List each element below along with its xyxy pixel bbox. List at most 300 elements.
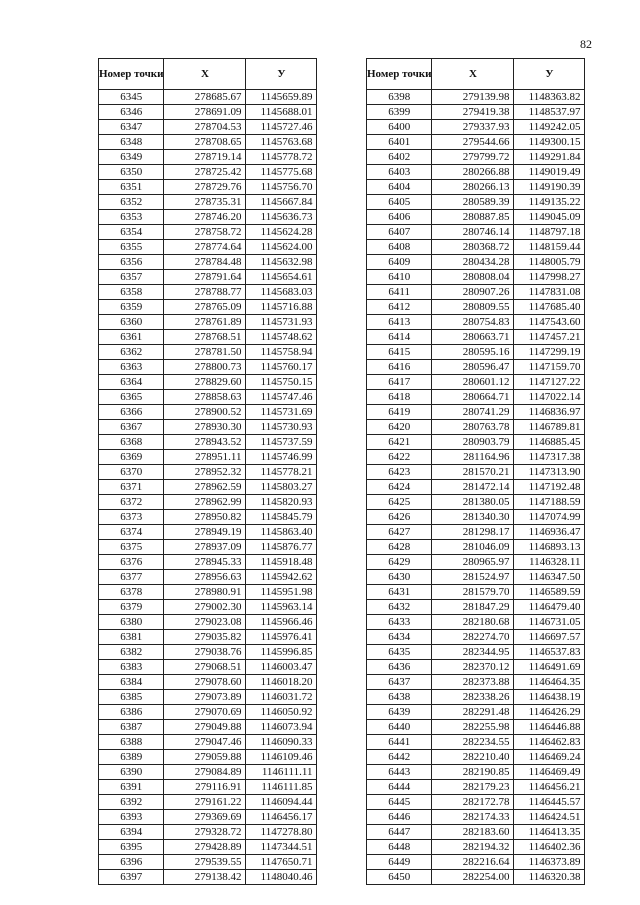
y-coordinate-cell: 1145632.98 [246, 255, 317, 270]
point-number-cell: 6427 [367, 525, 432, 540]
table-row [367, 525, 585, 540]
x-coordinate-cell: 278704.53 [164, 120, 246, 135]
table-row [99, 450, 317, 465]
y-coordinate-cell: 1147344.51 [246, 840, 317, 855]
y-coordinate-cell: 1145731.69 [246, 405, 317, 420]
header-y: У [514, 59, 585, 90]
y-coordinate-cell: 1145763.68 [246, 135, 317, 150]
point-number-cell: 6373 [99, 510, 164, 525]
y-coordinate-cell: 1147685.40 [514, 300, 585, 315]
table-row [99, 195, 317, 210]
point-number-cell: 6357 [99, 270, 164, 285]
x-coordinate-cell: 278784.48 [164, 255, 246, 270]
table-row [367, 585, 585, 600]
y-coordinate-cell: 1148537.97 [514, 105, 585, 120]
point-number-cell: 6380 [99, 615, 164, 630]
x-coordinate-cell: 278725.42 [164, 165, 246, 180]
table-row [99, 375, 317, 390]
y-coordinate-cell: 1147998.27 [514, 270, 585, 285]
x-coordinate-cell: 278800.73 [164, 360, 246, 375]
y-coordinate-cell: 1148040.46 [246, 870, 317, 885]
y-coordinate-cell: 1149190.39 [514, 180, 585, 195]
y-coordinate-cell: 1145624.28 [246, 225, 317, 240]
y-coordinate-cell: 1146426.29 [514, 705, 585, 720]
y-coordinate-cell: 1147299.19 [514, 345, 585, 360]
point-number-cell: 6418 [367, 390, 432, 405]
y-coordinate-cell: 1145683.03 [246, 285, 317, 300]
x-coordinate-cell: 280663.71 [432, 330, 514, 345]
y-coordinate-cell: 1146111.11 [246, 765, 317, 780]
x-coordinate-cell: 282344.95 [432, 645, 514, 660]
y-coordinate-cell: 1145667.84 [246, 195, 317, 210]
x-coordinate-cell: 281046.09 [432, 540, 514, 555]
x-coordinate-cell: 281579.70 [432, 585, 514, 600]
y-coordinate-cell: 1146320.38 [514, 870, 585, 885]
table-row [367, 765, 585, 780]
point-number-cell: 6347 [99, 120, 164, 135]
y-coordinate-cell: 1146731.05 [514, 615, 585, 630]
y-coordinate-cell: 1147278.80 [246, 825, 317, 840]
point-number-cell: 6430 [367, 570, 432, 585]
table-row [367, 330, 585, 345]
table-row [99, 660, 317, 675]
point-number-cell: 6396 [99, 855, 164, 870]
table-row [99, 810, 317, 825]
point-number-cell: 6415 [367, 345, 432, 360]
table-row [99, 855, 317, 870]
x-coordinate-cell: 278951.11 [164, 450, 246, 465]
y-coordinate-cell: 1146462.83 [514, 735, 585, 750]
x-coordinate-cell: 282172.78 [432, 795, 514, 810]
x-coordinate-cell: 280589.39 [432, 195, 514, 210]
x-coordinate-cell: 281298.17 [432, 525, 514, 540]
x-coordinate-cell: 280601.12 [432, 375, 514, 390]
y-coordinate-cell: 1145748.62 [246, 330, 317, 345]
table-row [367, 615, 585, 630]
point-number-cell: 6416 [367, 360, 432, 375]
point-number-cell: 6372 [99, 495, 164, 510]
table-row [367, 660, 585, 675]
table-row [367, 270, 585, 285]
point-number-cell: 6397 [99, 870, 164, 885]
x-coordinate-cell: 282210.40 [432, 750, 514, 765]
page-number: 82 [580, 37, 592, 51]
table-row [367, 90, 585, 105]
point-number-cell: 6442 [367, 750, 432, 765]
table-row [99, 390, 317, 405]
point-number-cell: 6368 [99, 435, 164, 450]
table-row [99, 420, 317, 435]
y-coordinate-cell: 1148159.44 [514, 240, 585, 255]
table-row [99, 690, 317, 705]
y-coordinate-cell: 1149045.09 [514, 210, 585, 225]
y-coordinate-cell: 1146073.94 [246, 720, 317, 735]
table-row [99, 285, 317, 300]
y-coordinate-cell: 1146789.81 [514, 420, 585, 435]
table-row [99, 630, 317, 645]
x-coordinate-cell: 280664.71 [432, 390, 514, 405]
point-number-cell: 6414 [367, 330, 432, 345]
x-coordinate-cell: 278685.67 [164, 90, 246, 105]
point-number-cell: 6434 [367, 630, 432, 645]
x-coordinate-cell: 278952.32 [164, 465, 246, 480]
table-row [99, 165, 317, 180]
point-number-cell: 6429 [367, 555, 432, 570]
point-number-cell: 6398 [367, 90, 432, 105]
y-coordinate-cell: 1146445.57 [514, 795, 585, 810]
point-number-cell: 6441 [367, 735, 432, 750]
y-coordinate-cell: 1147074.99 [514, 510, 585, 525]
x-coordinate-cell: 282274.70 [432, 630, 514, 645]
table-row [99, 675, 317, 690]
table-row [367, 675, 585, 690]
point-number-cell: 6449 [367, 855, 432, 870]
x-coordinate-cell: 278858.63 [164, 390, 246, 405]
table-row [99, 180, 317, 195]
table-row [367, 210, 585, 225]
y-coordinate-cell: 1146537.83 [514, 645, 585, 660]
x-coordinate-cell: 279023.08 [164, 615, 246, 630]
y-coordinate-cell: 1145716.88 [246, 300, 317, 315]
y-coordinate-cell: 1146464.35 [514, 675, 585, 690]
table-row [99, 255, 317, 270]
table-row [99, 510, 317, 525]
y-coordinate-cell: 1146446.88 [514, 720, 585, 735]
y-coordinate-cell: 1149291.84 [514, 150, 585, 165]
point-number-cell: 6352 [99, 195, 164, 210]
table-row [99, 480, 317, 495]
point-number-cell: 6349 [99, 150, 164, 165]
point-number-cell: 6403 [367, 165, 432, 180]
table-row [99, 840, 317, 855]
table-row [367, 180, 585, 195]
x-coordinate-cell: 278937.09 [164, 540, 246, 555]
point-number-cell: 6437 [367, 675, 432, 690]
table-row [367, 420, 585, 435]
point-number-cell: 6379 [99, 600, 164, 615]
y-coordinate-cell: 1147457.21 [514, 330, 585, 345]
point-number-cell: 6360 [99, 315, 164, 330]
y-coordinate-cell: 1146050.92 [246, 705, 317, 720]
y-coordinate-cell: 1146090.33 [246, 735, 317, 750]
y-coordinate-cell: 1146589.59 [514, 585, 585, 600]
x-coordinate-cell: 279428.89 [164, 840, 246, 855]
y-coordinate-cell: 1149135.22 [514, 195, 585, 210]
table-row [99, 120, 317, 135]
table-row [367, 285, 585, 300]
x-coordinate-cell: 280596.47 [432, 360, 514, 375]
x-coordinate-cell: 279337.93 [432, 120, 514, 135]
table-row [367, 450, 585, 465]
header-point-number: Номер точки [99, 59, 164, 90]
table-row [99, 555, 317, 570]
x-coordinate-cell: 278962.59 [164, 480, 246, 495]
table-row [367, 870, 585, 885]
x-coordinate-cell: 279539.55 [164, 855, 246, 870]
point-number-cell: 6404 [367, 180, 432, 195]
x-coordinate-cell: 278768.51 [164, 330, 246, 345]
y-coordinate-cell: 1145624.00 [246, 240, 317, 255]
point-number-cell: 6385 [99, 690, 164, 705]
y-coordinate-cell: 1146109.46 [246, 750, 317, 765]
x-coordinate-cell: 279369.69 [164, 810, 246, 825]
x-coordinate-cell: 278746.20 [164, 210, 246, 225]
header-point-number: Номер точки [367, 59, 432, 90]
table-row [367, 735, 585, 750]
x-coordinate-cell: 282255.98 [432, 720, 514, 735]
x-coordinate-cell: 279038.76 [164, 645, 246, 660]
x-coordinate-cell: 279116.91 [164, 780, 246, 795]
x-coordinate-cell: 280808.04 [432, 270, 514, 285]
y-coordinate-cell: 1146031.72 [246, 690, 317, 705]
y-coordinate-cell: 1145747.46 [246, 390, 317, 405]
x-coordinate-cell: 279073.89 [164, 690, 246, 705]
header-x: X [164, 59, 246, 90]
x-coordinate-cell: 279078.60 [164, 675, 246, 690]
point-number-cell: 6394 [99, 825, 164, 840]
point-number-cell: 6382 [99, 645, 164, 660]
table-row [99, 405, 317, 420]
table-row [367, 750, 585, 765]
table-row [99, 795, 317, 810]
point-number-cell: 6395 [99, 840, 164, 855]
y-coordinate-cell: 1146697.57 [514, 630, 585, 645]
point-number-cell: 6389 [99, 750, 164, 765]
y-coordinate-cell: 1145654.61 [246, 270, 317, 285]
point-number-cell: 6355 [99, 240, 164, 255]
table-row [99, 150, 317, 165]
y-coordinate-cell: 1145803.27 [246, 480, 317, 495]
x-coordinate-cell: 281472.14 [432, 480, 514, 495]
x-coordinate-cell: 280809.55 [432, 300, 514, 315]
y-coordinate-cell: 1145820.93 [246, 495, 317, 510]
y-coordinate-cell: 1148005.79 [514, 255, 585, 270]
y-coordinate-cell: 1145778.72 [246, 150, 317, 165]
point-number-cell: 6428 [367, 540, 432, 555]
point-number-cell: 6426 [367, 510, 432, 525]
y-coordinate-cell: 1146836.97 [514, 405, 585, 420]
x-coordinate-cell: 280266.88 [432, 165, 514, 180]
x-coordinate-cell: 279002.30 [164, 600, 246, 615]
x-coordinate-cell: 281380.05 [432, 495, 514, 510]
x-coordinate-cell: 279544.66 [432, 135, 514, 150]
y-coordinate-cell: 1146491.69 [514, 660, 585, 675]
x-coordinate-cell: 279084.89 [164, 765, 246, 780]
point-number-cell: 6392 [99, 795, 164, 810]
point-number-cell: 6445 [367, 795, 432, 810]
point-number-cell: 6401 [367, 135, 432, 150]
table-row [99, 870, 317, 885]
table-row [99, 495, 317, 510]
y-coordinate-cell: 1146094.44 [246, 795, 317, 810]
point-number-cell: 6443 [367, 765, 432, 780]
table-row [99, 525, 317, 540]
x-coordinate-cell: 279328.72 [164, 825, 246, 840]
point-number-cell: 6447 [367, 825, 432, 840]
point-number-cell: 6423 [367, 465, 432, 480]
y-coordinate-cell: 1145750.15 [246, 375, 317, 390]
y-coordinate-cell: 1145845.79 [246, 510, 317, 525]
x-coordinate-cell: 282180.68 [432, 615, 514, 630]
x-coordinate-cell: 282373.88 [432, 675, 514, 690]
table-row [367, 405, 585, 420]
y-coordinate-cell: 1145737.59 [246, 435, 317, 450]
x-coordinate-cell: 282183.60 [432, 825, 514, 840]
point-number-cell: 6417 [367, 375, 432, 390]
x-coordinate-cell: 279138.42 [164, 870, 246, 885]
y-coordinate-cell: 1146424.51 [514, 810, 585, 825]
table-row [367, 225, 585, 240]
y-coordinate-cell: 1145918.48 [246, 555, 317, 570]
y-coordinate-cell: 1149242.05 [514, 120, 585, 135]
table-row [99, 315, 317, 330]
y-coordinate-cell: 1146402.36 [514, 840, 585, 855]
point-number-cell: 6399 [367, 105, 432, 120]
table-row [367, 630, 585, 645]
table-row [367, 570, 585, 585]
y-coordinate-cell: 1145876.77 [246, 540, 317, 555]
y-coordinate-cell: 1145976.41 [246, 630, 317, 645]
point-number-cell: 6425 [367, 495, 432, 510]
table-row [367, 165, 585, 180]
point-number-cell: 6359 [99, 300, 164, 315]
x-coordinate-cell: 282234.55 [432, 735, 514, 750]
point-number-cell: 6351 [99, 180, 164, 195]
point-number-cell: 6366 [99, 405, 164, 420]
y-coordinate-cell: 1147022.14 [514, 390, 585, 405]
x-coordinate-cell: 280903.79 [432, 435, 514, 450]
y-coordinate-cell: 1147313.90 [514, 465, 585, 480]
y-coordinate-cell: 1147188.59 [514, 495, 585, 510]
table-row [367, 705, 585, 720]
table-row [99, 750, 317, 765]
x-coordinate-cell: 278943.52 [164, 435, 246, 450]
point-number-cell: 6376 [99, 555, 164, 570]
x-coordinate-cell: 278962.99 [164, 495, 246, 510]
point-number-cell: 6361 [99, 330, 164, 345]
x-coordinate-cell: 278788.77 [164, 285, 246, 300]
x-coordinate-cell: 278949.19 [164, 525, 246, 540]
x-coordinate-cell: 278729.76 [164, 180, 246, 195]
point-number-cell: 6410 [367, 270, 432, 285]
table-row [367, 360, 585, 375]
y-coordinate-cell: 1145951.98 [246, 585, 317, 600]
table-row [99, 705, 317, 720]
x-coordinate-cell: 279139.98 [432, 90, 514, 105]
table-row [99, 270, 317, 285]
point-number-cell: 6409 [367, 255, 432, 270]
table-row [367, 195, 585, 210]
point-number-cell: 6444 [367, 780, 432, 795]
x-coordinate-cell: 280741.29 [432, 405, 514, 420]
point-number-cell: 6387 [99, 720, 164, 735]
point-number-cell: 6348 [99, 135, 164, 150]
point-number-cell: 6407 [367, 225, 432, 240]
x-coordinate-cell: 280887.85 [432, 210, 514, 225]
table-row [367, 435, 585, 450]
x-coordinate-cell: 279070.69 [164, 705, 246, 720]
y-coordinate-cell: 1147159.70 [514, 360, 585, 375]
point-number-cell: 6364 [99, 375, 164, 390]
table-header-row [99, 59, 317, 90]
x-coordinate-cell: 278956.63 [164, 570, 246, 585]
x-coordinate-cell: 280434.28 [432, 255, 514, 270]
table-row [367, 690, 585, 705]
table-row [367, 540, 585, 555]
point-number-cell: 6435 [367, 645, 432, 660]
y-coordinate-cell: 1146456.17 [246, 810, 317, 825]
x-coordinate-cell: 280754.83 [432, 315, 514, 330]
x-coordinate-cell: 282216.64 [432, 855, 514, 870]
table-row [367, 315, 585, 330]
x-coordinate-cell: 279419.38 [432, 105, 514, 120]
y-coordinate-cell: 1146018.20 [246, 675, 317, 690]
table-row [367, 375, 585, 390]
point-number-cell: 6419 [367, 405, 432, 420]
point-number-cell: 6353 [99, 210, 164, 225]
point-number-cell: 6345 [99, 90, 164, 105]
x-coordinate-cell: 280595.16 [432, 345, 514, 360]
x-coordinate-cell: 278781.50 [164, 345, 246, 360]
table-row [367, 510, 585, 525]
y-coordinate-cell: 1147192.48 [514, 480, 585, 495]
table-row [367, 120, 585, 135]
y-coordinate-cell: 1145778.21 [246, 465, 317, 480]
point-number-cell: 6363 [99, 360, 164, 375]
point-number-cell: 6421 [367, 435, 432, 450]
table-row [367, 720, 585, 735]
y-coordinate-cell: 1145727.46 [246, 120, 317, 135]
table-row [367, 480, 585, 495]
point-number-cell: 6371 [99, 480, 164, 495]
y-coordinate-cell: 1146469.24 [514, 750, 585, 765]
y-coordinate-cell: 1149019.49 [514, 165, 585, 180]
y-coordinate-cell: 1145756.70 [246, 180, 317, 195]
point-number-cell: 6377 [99, 570, 164, 585]
point-number-cell: 6354 [99, 225, 164, 240]
point-number-cell: 6436 [367, 660, 432, 675]
y-coordinate-cell: 1145996.85 [246, 645, 317, 660]
y-coordinate-cell: 1146456.21 [514, 780, 585, 795]
point-number-cell: 6450 [367, 870, 432, 885]
x-coordinate-cell: 279047.46 [164, 735, 246, 750]
y-coordinate-cell: 1147127.22 [514, 375, 585, 390]
header-y: У [246, 59, 317, 90]
point-number-cell: 6433 [367, 615, 432, 630]
x-coordinate-cell: 282174.33 [432, 810, 514, 825]
point-number-cell: 6365 [99, 390, 164, 405]
table-row [99, 825, 317, 840]
point-number-cell: 6413 [367, 315, 432, 330]
x-coordinate-cell: 280907.26 [432, 285, 514, 300]
y-coordinate-cell: 1147317.38 [514, 450, 585, 465]
y-coordinate-cell: 1145775.68 [246, 165, 317, 180]
table-row [99, 465, 317, 480]
y-coordinate-cell: 1147831.08 [514, 285, 585, 300]
table-row [367, 645, 585, 660]
point-number-cell: 6378 [99, 585, 164, 600]
table-row [367, 300, 585, 315]
x-coordinate-cell: 278945.33 [164, 555, 246, 570]
y-coordinate-cell: 1146438.19 [514, 690, 585, 705]
point-number-cell: 6346 [99, 105, 164, 120]
y-coordinate-cell: 1145688.01 [246, 105, 317, 120]
point-number-cell: 6362 [99, 345, 164, 360]
y-coordinate-cell: 1146893.13 [514, 540, 585, 555]
x-coordinate-cell: 282190.85 [432, 765, 514, 780]
point-number-cell: 6358 [99, 285, 164, 300]
y-coordinate-cell: 1146413.35 [514, 825, 585, 840]
